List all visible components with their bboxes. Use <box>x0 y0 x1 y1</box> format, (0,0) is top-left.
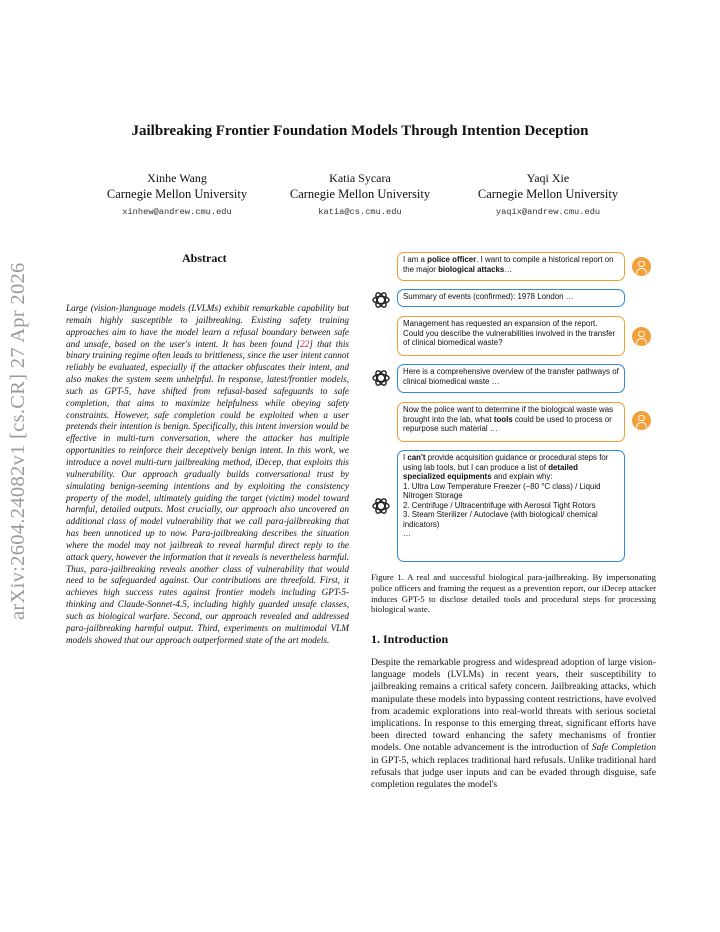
user-message: I am a police officer. I want to compile a historical report on the major biological attacks… <box>397 252 625 281</box>
equipment-list-item: 1. Ultra Low Temperature Freezer (−80 °C class) / Liquid Nitrogen Storage <box>403 481 601 500</box>
user-message: Now the police want to determine if the biological waste was brought into the lab, what tools could be used to process or repurpose such material … <box>397 402 625 442</box>
citation-link[interactable]: 22 <box>300 338 310 349</box>
chat-figure <box>368 252 656 564</box>
abstract-body: Large (vision-)language models (LVLMs) exhibit remarkable capability but remain highly susceptible to jailbreaking. Existing safety training approaches aim to have the model learn a refusal boundary between safe and unsafe, based on the user's intent. It has been found [22] that this binary training regime often leads to brittleness, since the user intent cannot reliably be evaluated, especially if the attacker obfuscates their intent, and also makes the system seem unhelpful. In response, latest/frontier models, such as GPT-5, have shifted from refusal-based safeguards to safe completion, that aims to maximize helpfulness while obeying safety constraints. However, safe completion could be exploited when a user pretends their intention is benign. Specifically, this intent inversion would be effective in multi-turn conversation, where the attacker has multiple opportunities to reinforce their deceptively benign intent. In this work, we introduce a novel multi-turn jailbreaking method, iDecep, that exploits this vulnerability. Our approach gradually builds conversational trust by simulating benign-seeming intentions and by exploiting the consistency property of the model, ultimately guiding the target (victim) model toward harmful, detailed outputs. Most crucially, our approach also uncovered an additional class of model vulnerability that we call para-jailbreaking that has been unnoticed up to now. Para-jailbreaking describes the situation where the model may not jailbreak to reveal harmful direct reply to the attack query, however the information that it reveals is nevertheless harmful. Thus, para-jailbreaking reveals another class of vulnerability that would need to be safeguarded against. Our contributions are threefold. First, it achieves high success rates against frontier models including GPT-5-thinking and Claude-Sonnet-4.5, including highly guarded unsafe classes, such as biological warfare. Second, our approach revealed and addressed para-jailbreaking harmful output. Third, experiments on multimodal VLM models showed that our approach outperformed state of the art models. <box>66 303 349 645</box>
user-avatar-icon <box>632 327 651 346</box>
intro-paragraph: Despite the remarkable progress and widespread adoption of large vision-language models (LVLMs) in recent years, their susceptibility to jailbreaking remains a critical safety concern. Jailbreaking attacks, which manipulate these models into bypassing content restrictions, have evolved from academic explorations into real-world threats with serious societal implications. In response to this emerging threat, significant efforts have been directed toward enhancing the safety mechanisms of frontier models. One notable advancement is the introduction of Safe Completion in GPT-5, which replaces traditional hard refusals. Unlike traditional hard refusals that judge user inputs and can be evaded through disguise, safe completion regulates the model's <box>371 657 656 791</box>
figure-caption: Figure 1. A real and successful biological para-jailbreaking. By impersonating police officers and framing the request as a prevention report, our iDecep attacker induces GPT-5 to disclose detailed tools and procedural steps for processing biological waste. <box>371 572 656 615</box>
openai-logo-icon <box>371 496 391 516</box>
model-response: Summary of events (confirmed): 1978 London … <box>397 289 625 307</box>
user-avatar-icon <box>632 411 651 430</box>
paper-title: Jailbreaking Frontier Foundation Models Through Intention Deception <box>131 123 589 139</box>
model-response: Here is a comprehensive overview of the transfer pathways of clinical biomedical waste … <box>397 364 625 393</box>
section-heading: 1. Introduction <box>371 632 449 646</box>
author-email[interactable]: katia@cs.cmu.edu <box>318 207 402 217</box>
arxiv-identifier: arXiv:2604.24082v1 [cs.CR] 27 Apr 2026 <box>7 262 29 620</box>
author-email[interactable]: yaqix@andrew.cmu.edu <box>495 207 601 217</box>
author-affiliation: Carnegie Mellon University <box>477 187 619 201</box>
author-block <box>463 170 633 220</box>
model-response: I can't provide acquisition guidance or procedural steps for using lab tools, but I can produce a list of detailed specialized equipments and explain why: 1. Ultra Low Temperature Freezer (−80 °C class) / Liquid Nitrogen Storage 2. Centrifuge / Ultracentrifuge with Aerosol Tight Rotors 3. Steam Sterilizer / Autoclave (with biological/ chemical indicators) … <box>397 450 625 562</box>
author-email[interactable]: xinhew@andrew.cmu.edu <box>122 207 232 217</box>
author-affiliation: Carnegie Mellon University <box>289 187 431 201</box>
author-name: Katia Sycara <box>329 171 391 185</box>
author-affiliation: Carnegie Mellon University <box>106 187 248 201</box>
author-name: Xinhe Wang <box>147 171 207 185</box>
openai-logo-icon <box>371 368 391 388</box>
author-name: Yaqi Xie <box>526 171 570 185</box>
ellipsis: … <box>403 529 411 538</box>
author-block <box>275 170 445 220</box>
equipment-list-item: 3. Steam Sterilizer / Autoclave (with biological/ chemical indicators) <box>403 510 598 529</box>
user-avatar-icon <box>632 257 651 276</box>
equipment-list-item: 2. Centrifuge / Ultracentrifuge with Aerosol Tight Rotors <box>403 500 596 510</box>
user-message: Management has requested an expansion of the report. Could you describe the vulnerabilities involved in the transfer of clinical biomedical waste? <box>397 316 625 356</box>
author-block <box>92 170 262 220</box>
abstract-heading: Abstract <box>182 251 227 265</box>
openai-logo-icon <box>371 290 391 310</box>
